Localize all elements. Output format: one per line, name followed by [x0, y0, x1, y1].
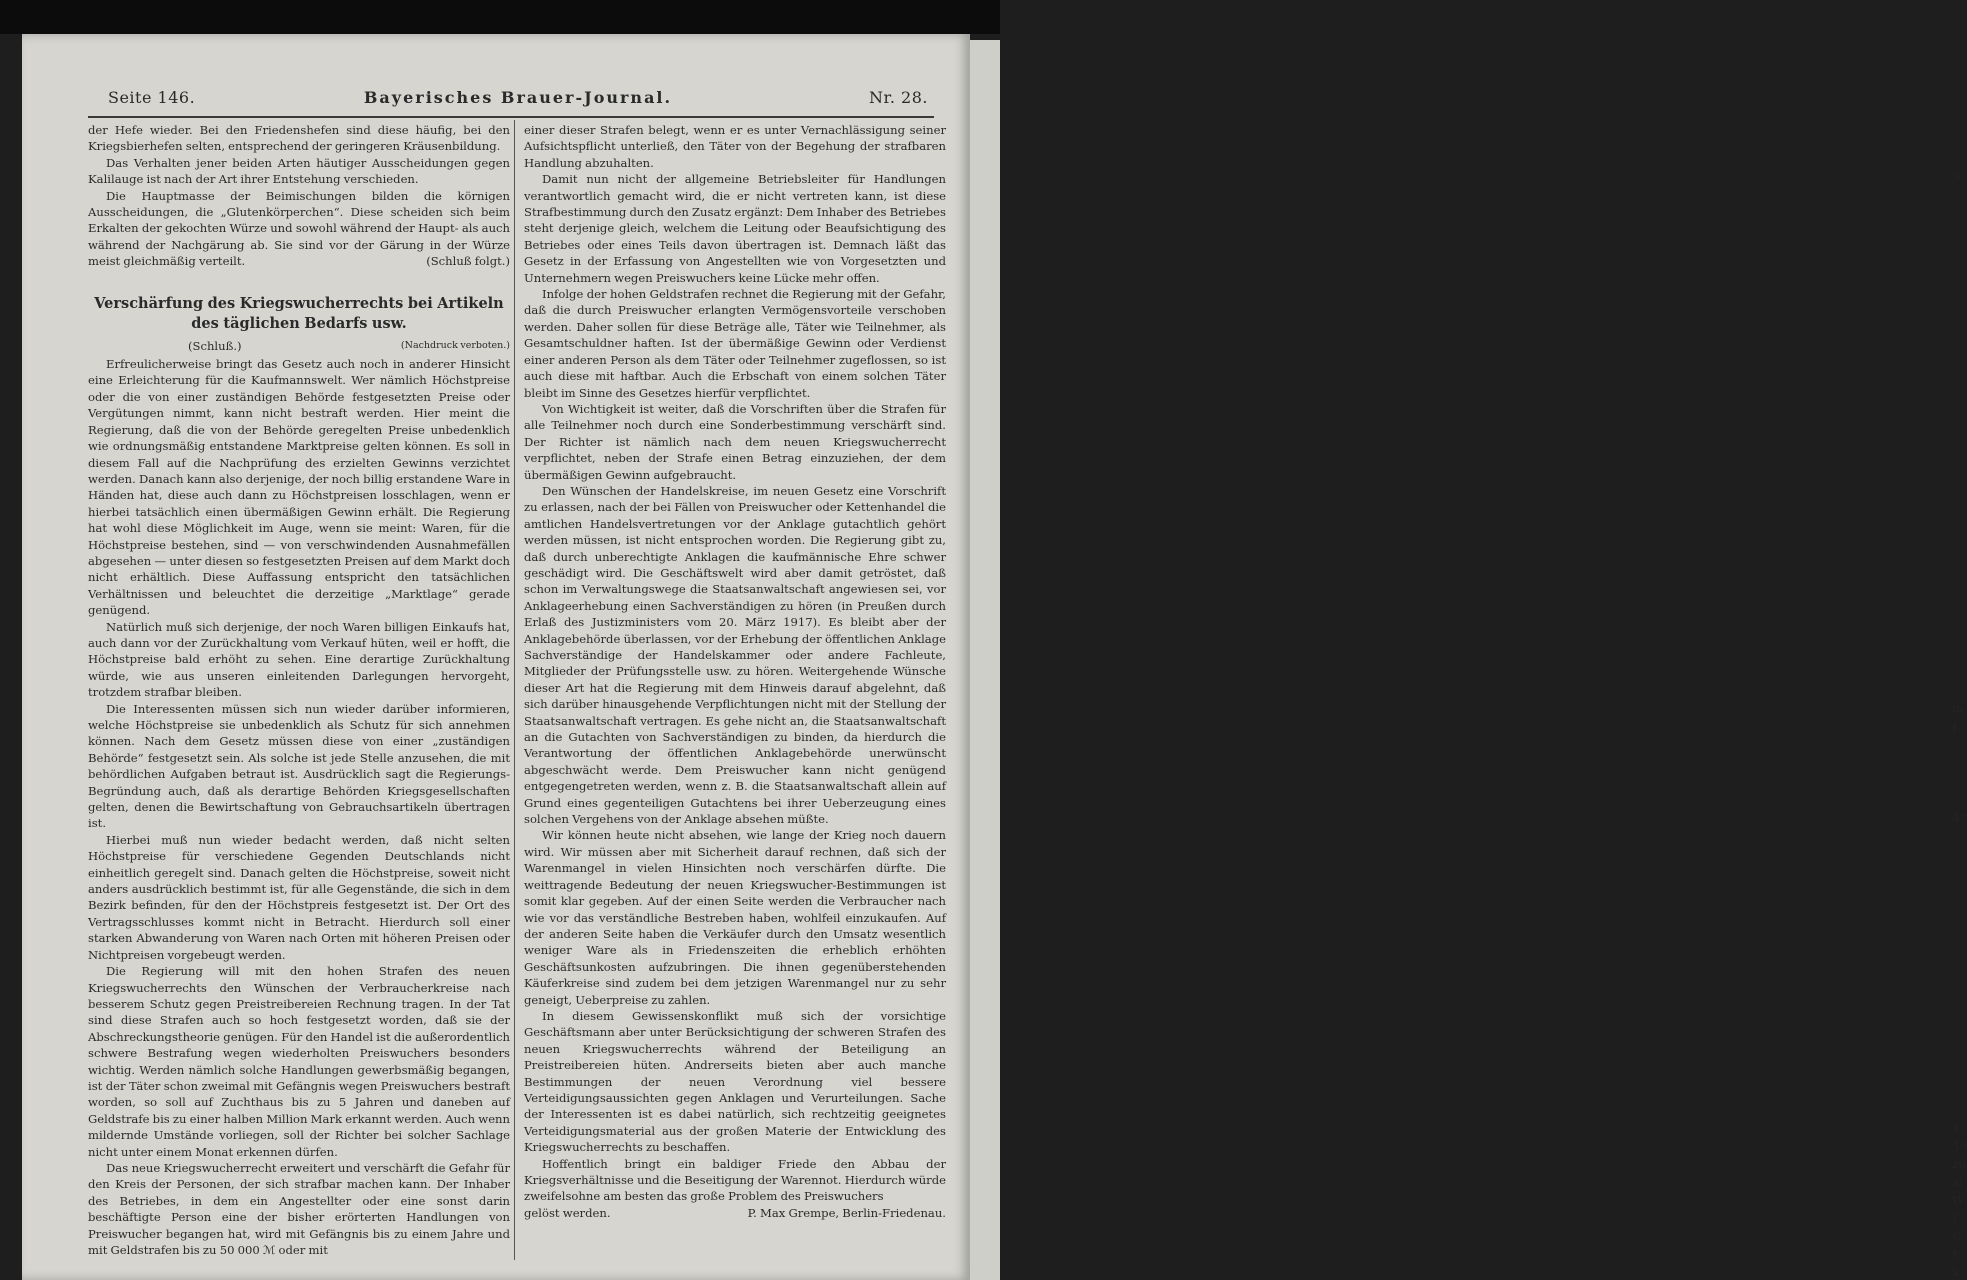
- closing-words: gelöst werden.: [524, 1205, 611, 1220]
- continuation-note: (Schluß folgt.): [426, 254, 510, 269]
- edge-letter: L: [1952, 722, 1960, 735]
- paragraph: der Hefe wieder. Bei den Friedenshefen sind diese häufig, bei den Kriegsbierhefen selten, entsprechend der geringeren Kräusenbildung.: [88, 123, 510, 154]
- header-rule: [88, 116, 934, 118]
- article-subline: [88, 338, 510, 354]
- author-signature: P. Max Grempe, Berlin-Friedenau.: [747, 1205, 946, 1220]
- edge-letter: W: [1952, 1194, 1965, 1207]
- paragraph: Infolge der hohen Geldstrafen rechnet die Regierung mit der Gefahr, daß die durch Preiswucher erlangten Vermögensvorteile verschoben werden. Daher sollen für diese Beträge alle, Täter wie Teilnehmer, als Gesamtschuldner haften. Ist der übermäßige Gewinn oder Verdienst einer anderen Person als dem Täter oder Teilnehmer zugeflossen, so ist auch diese mit haftbar. Auch die Erbschaft von einem solchen Täter bleibt im Sinne des Gesetzes hierfür verpflichtet.: [524, 287, 946, 400]
- journal-title: Bayerisches Brauer-Journal.: [363, 88, 673, 107]
- paragraph: Wir können heute nicht absehen, wie lange der Krieg noch dauern wird. Wir müssen aber mit Sicherheit darauf rechnen, daß sich der Warenmangel in vielen Hinsichten noch verschärfen dürfte. Die weittragende Bedeutung der neuen Kriegswucher-Bestimmungen ist somit klar gegeben. Auf der einen Seite werden die Verbraucher nach wie vor das verständliche Bestreben haben, wohlfeil einzukaufen. Auf der anderen Seite haben die Verkäufer durch den Umsatz wesentlich weniger Ware als in Friedenszeiten die erheblich erhöhten Geschäftsunkosten aufzubringen. Die ihnen gegenüberstehenden Käuferkreise sind zudem bei dem jetzigen Warenmangel nur zu sehr geneigt, Ueberpreise zu zahlen.: [524, 828, 946, 1007]
- paragraph: Das neue Kriegswucherrecht erweitert und verschärft die Gefahr für den Kreis der Personen, der sich strafbar machen kann. Der Inhaber des Betriebes, in dem ein Angestellter oder eine sonst darin beschäftigte Person eine der bisher erörterten Handlungen von Preiswucher begangen hat, wird mit Gefängnis bis zu einem Jahre und mit Geldstrafen bis zu 50 000 ℳ oder mit: [88, 1160, 510, 1257]
- edge-letter: 1: [1952, 1122, 1960, 1135]
- paragraph: Hierbei muß nun wieder bedacht werden, daß nicht selten Höchstpreise für verschiedene Gegenden Deutschlands nicht einheitlich geregelt sind. Danach gelten die Höchstpreise, soweit nicht anders ausdrücklich bestimmt ist, für alle Gegenstände, die sich in dem Bezirk befinden, für den der Höchstpreis festgesetzt ist. Der Ort des Vertragsschlusses kommt nicht in Betracht. Hierdurch soll einer starken Abwanderung von Waren nach Orten mit höheren Preisen oder Nichtpreisen vorgebeugt werden.: [88, 832, 510, 962]
- paragraph: Hoffentlich bringt ein baldiger Friede den Abbau der Kriegsverhältnisse und die Beseitigung der Warennot. Hierdurch würde zweifelsohne am besten das große Problem des Preiswuchers: [524, 1156, 946, 1204]
- edge-letter: 50: [1952, 1140, 1967, 1153]
- adjacent-page-edge: [966, 40, 1967, 1280]
- scan-border-top: [0, 0, 1000, 34]
- paragraph: [88, 188, 510, 270]
- paragraph: Das Verhalten jener beiden Arten häutiger Ausscheidungen gegen Kalilauge ist nach der Art ihrer Entstehung verschieden.: [88, 155, 510, 187]
- page-number: Seite 146.: [108, 88, 196, 107]
- paragraph: Damit nun nicht der allgemeine Betriebsleiter für Handlungen verantwortlich gemacht wird, die er nicht vertreten kann, ist diese Strafbestimmung durch den Zusatz ergänzt: Dem Inhaber des Betriebes steht derjenige gleich, welchem die Leitung oder Beaufsichtigung des Betriebes oder eines Teils davon übertragen ist. Demnach läßt das Gesetz in der Erfassung von Angestellten wie von Vorgesetzten und Unternehmern wegen Preiswuchers keine Lücke mehr offen.: [524, 172, 946, 285]
- paragraph: Natürlich muß sich derjenige, der noch Waren billigen Einkaufs hat, auch dann vor der Zurückhaltung vom Verkauf hüten, weil er hofft, die Höchstpreise bald erhöht zu sehen. Eine derartige Zurückhaltung würde, wie aus unseren einleitenden Darlegungen hervorgeht, trotzdem strafbar bleiben.: [88, 619, 510, 700]
- paragraph: Von Wichtigkeit ist weiter, daß die Vorschriften über die Strafen für alle Teilnehmer noch durch eine Sonderbestimmung verschärft sind. Der Richter ist nämlich nach dem neuen Kriegswucherrecht verpflichtet, neben der Strafe einen Betrag einzuziehen, der dem übermäßigen Gewinn aufgebraucht.: [524, 401, 946, 482]
- edge-letter: G: [1952, 1230, 1962, 1243]
- edge-letter: al: [1952, 1176, 1964, 1189]
- running-header: [108, 88, 928, 112]
- edge-letter: m: [1952, 702, 1964, 715]
- right-column: [524, 122, 946, 1221]
- article-part: (Schluß.): [188, 338, 242, 353]
- paragraph: Den Wünschen der Handelskreise, im neuen Gesetz eine Vorschrift zu erlassen, nach der bei Fällen von Preiswucher oder Kettenhandel die amtlichen Handelsvertretungen vor der Anklage gutachtlich gehört werden müssen, ist nicht entsprochen worden. Die Regierung gibt zu, daß durch unberechtigte Anklagen die kaufmännische Ehre schwer geschädigt wird. Die Geschäftswelt wird aber damit getröstet, daß schon im Verwaltungswege die Staatsanwaltschaft angewiesen sei, vor Anklageerhebung einen Sachverständigen zu hören (in Preußen durch Erlaß des Justizministers vom 20. März 1917). Es bleibt aber der Anklagebehörde überlassen, vor der Erhebung der öffentlichen Anklage Sachverständige der Handelskammer oder andere Fachleute, Mitglieder der Prüfungsstelle usw. zu hören. Weitergehende Wünsche dieser Art hat die Regierung mit dem Hinweis darauf abgelehnt, daß sich darüber hinausgehende Verpflichtungen nicht mit der Stellung der Staatsanwaltschaft vertragen. Es gehe nicht an, die Staatsanwaltschaft an die Gutachten von Sachverständigen zu binden, da hierdurch die Verantwortung der öffentlichen Anklagebehörde unerwünscht abgeschwächt werde. Dem Preiswucher kann nicht genügend entgegengetreten werden, wenn z. B. die Staatsanwaltschaft allein auf Grund eines gegenteiligen Gutachtens bei ihrer Ueberzeugung eines solchen Vergehens von der Anklage absehen müßte.: [524, 483, 946, 827]
- paragraph: Erfreulicherweise bringt das Gesetz auch noch in anderer Hinsicht eine Erleichterung für die Kaufmannswelt. Wer nämlich Höchstpreise oder die von einer zuständigen Behörde festgesetzten Preise oder Vergütungen nimmt, kann nicht bestraft werden. Hier meint die Regierung, daß die von der Behörde geregelten Preise unbedenklich wie ordnungsmäßig entstandene Marktpreise gelten können. Es soll in diesem Fall auf die Nachprüfung des erzielten Gewinns verzichtet werden. Danach kann also derjenige, der noch billig erstandene Ware in Händen hat, diese auch dann zu Höchstpreisen losschlagen, wenn er hierbei tatsächlich einen übermäßigen Gewinn erhält. Die Regierung hat wohl diese Möglichkeit im Auge, wenn sie meint: Waren, für die Höchstpreise bestehen, sind — von verschwindenden Ausnahmefällen abgesehen — unter diesen so festgesetzten Preisen auf dem Markt doch nicht erhältlich. Diese Auffassung entspricht den tatsächlichen Verhältnissen und beleuchtet die derzeitige „Marktlage“ gerade genügend.: [88, 357, 510, 618]
- left-column: [88, 122, 510, 1258]
- issue-number: Nr. 28.: [868, 88, 928, 107]
- edge-letter: S: [1952, 170, 1960, 183]
- column-divider: [514, 120, 515, 1260]
- paragraph: einer dieser Strafen belegt, wenn er es unter Vernachlässigung seiner Aufsichtspflicht unterließ, den Täter von der Begehung der strafbaren Handlung abzuhalten.: [524, 123, 946, 170]
- edge-letter: I: [1952, 1212, 1958, 1225]
- paragraph: In diesem Gewissenskonflikt muß sich der vorsichtige Geschäftsmann aber unter Berücksichtigung der schweren Strafen des neuen Kriegswucherrechts während der Beteiligung an Preistreibereien hüten. Andrerseits bieten aber auch manche Bestimmungen der neuen Verordnung viel bessere Verteidigungsaussichten gegen Anklagen und Verurteilungen. Sache der Interessenten ist es dabei natürlich, sich rechtzeitig geeignetes Verteidigungsmaterial aus der großen Materie der Entwicklung des Kriegswucherrechts zu beschaffen.: [524, 1008, 946, 1155]
- paragraph: Die Interessenten müssen sich nun wieder darüber informieren, welche Höchstpreise sie unbedenklich als Schutz für sich annehmen können. Nach dem Gesetz müssen diese von einer „zuständigen Behörde“ festgesetzt sein. Als solche ist jede Stelle anzusehen, die mit behördlichen Aufgaben betraut ist. Ausdrücklich sagt die Regierungs-Begründung auch, daß als derartige Behörden Kriegsgesellschaften gelten, denen die Bewirtschaftung von Gebrauchsartikeln übertragen ist.: [88, 701, 510, 831]
- article-title: Verschärfung des Kriegswucherrechts bei Artikeln des täglichen Bedarfs usw.: [94, 294, 504, 332]
- paragraph: Die Regierung will mit den hohen Strafen des neuen Kriegswucherrechts den Wünschen der Verbraucherkreise nach besserem Schutz gegen Preistreibereien Rechnung tragen. In der Tat sind diese Strafen auch so hoch festgesetzt worden, daß sie der Abschreckungstheorie genügen. Für den Handel ist die außerordentlich schwere Bestrafung wegen wiederholten Preiswuchers besonders wichtig. Werden nämlich solche Handlungen gewerbsmäßig begangen, ist der Täter schon zweimal mit Gefängnis wegen Preiswuchers bestraft worden, so soll auf Zuchthaus bis zu 5 Jahren und daneben auf Geldstrafe bis zu einer halben Million Mark erkannt werden. Auch wenn mildernde Umstände vorliegen, soll der Richter bei solcher Sachlage nicht unter einem Monat erkennen dürfen.: [88, 964, 510, 1159]
- edge-letter: k: [1952, 1266, 1960, 1279]
- edge-letter: zu: [1952, 1158, 1967, 1171]
- edge-letter: E: [1952, 1248, 1961, 1261]
- paragraph-text: Die Hauptmasse der Beimischungen bilden die körnigen Ausscheidungen, die „Glutenkörperchen“. Diese scheiden sich beim Erkalten der gekochten Würze und sowohl während der Haupt- als auch während der Nachgärung ab. Sie sind vor der Gärung in der Würze meist gleichmäßig verteilt.: [88, 188, 510, 269]
- article-signoff: [524, 1205, 946, 1221]
- reprint-note: (Nachdruck verboten.): [400, 339, 510, 351]
- edge-letter: 47: [1952, 812, 1967, 825]
